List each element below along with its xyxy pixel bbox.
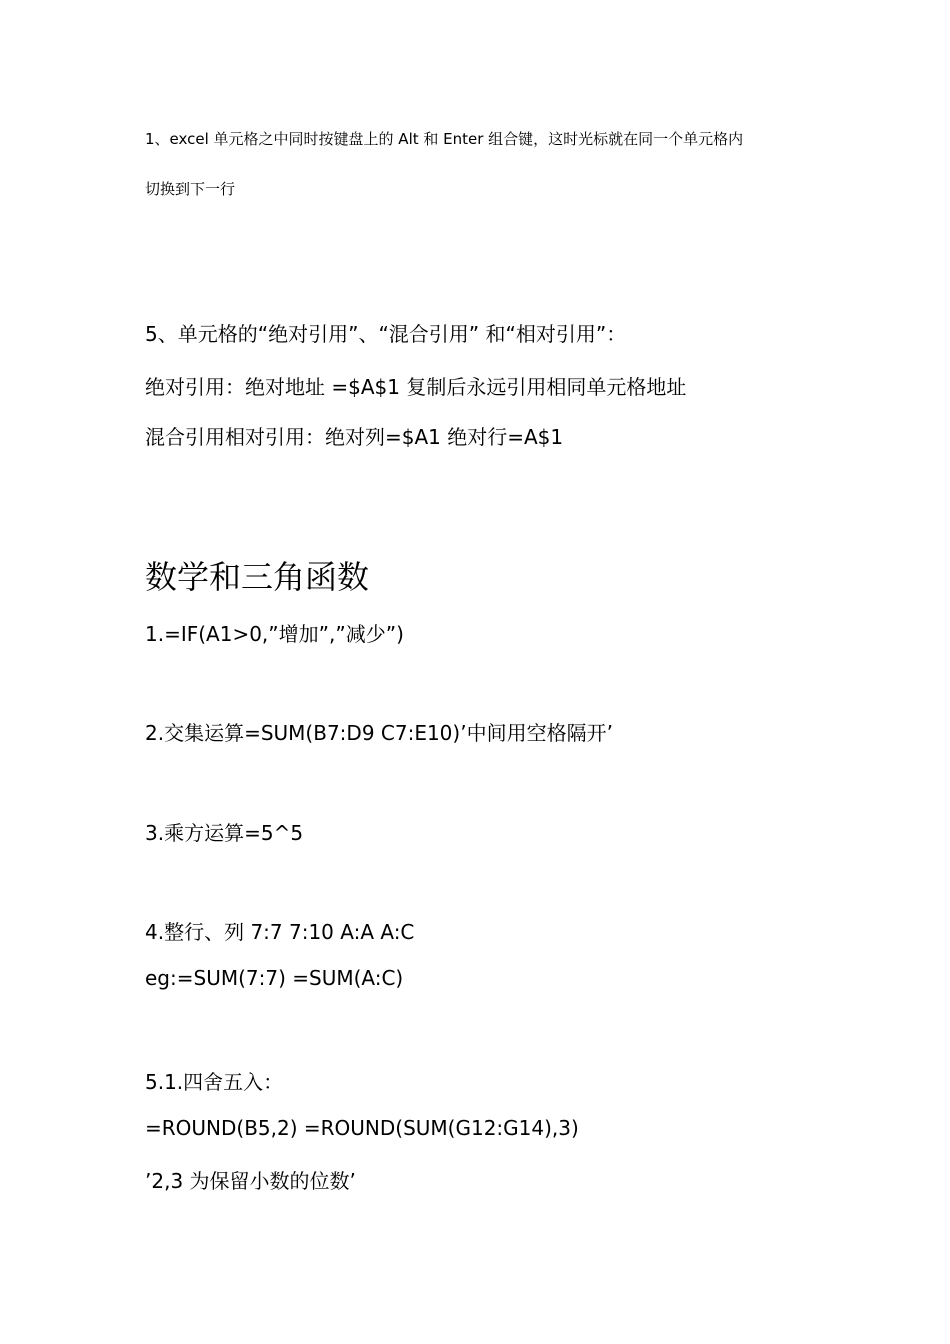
section5-title: 5、单元格的“绝对引用”、“混合引用” 和“相对引用”：: [145, 322, 627, 346]
round-note: ’2,3 为保留小数的位数’: [145, 1169, 356, 1193]
paragraph-alt-enter-line1: 1、excel 单元格之中同时按键盘上的 Alt 和 Enter 组合键，这时光标就在同一个单元格内: [145, 130, 744, 148]
mixed-reference-line: 混合引用相对引用：绝对列=$A1 绝对行=A$1: [145, 425, 564, 449]
round-title: 5.1.四舍五入：: [145, 1070, 284, 1094]
round-example: =ROUND(B5,2) =ROUND(SUM(G12:G14),3): [145, 1116, 579, 1140]
if-formula-item: 1.=IF(A1>0,”增加”,”减少”): [145, 622, 404, 646]
math-functions-heading: 数学和三角函数: [145, 558, 370, 596]
intersection-item: 2.交集运算=SUM(B7:D9 C7:E10)’中间用空格隔开’: [145, 721, 613, 745]
rows-cols-example: eg:=SUM(7:7) =SUM(A:C): [145, 966, 404, 990]
absolute-reference-line: 绝对引用：绝对地址 =$A$1 复制后永远引用相同单元格地址: [145, 375, 687, 399]
rows-cols-item: 4.整行、列 7:7 7:10 A:A A:C: [145, 920, 415, 944]
power-item: 3.乘方运算=5^5: [145, 821, 304, 845]
paragraph-alt-enter-line2: 切换到下一行: [145, 180, 236, 198]
